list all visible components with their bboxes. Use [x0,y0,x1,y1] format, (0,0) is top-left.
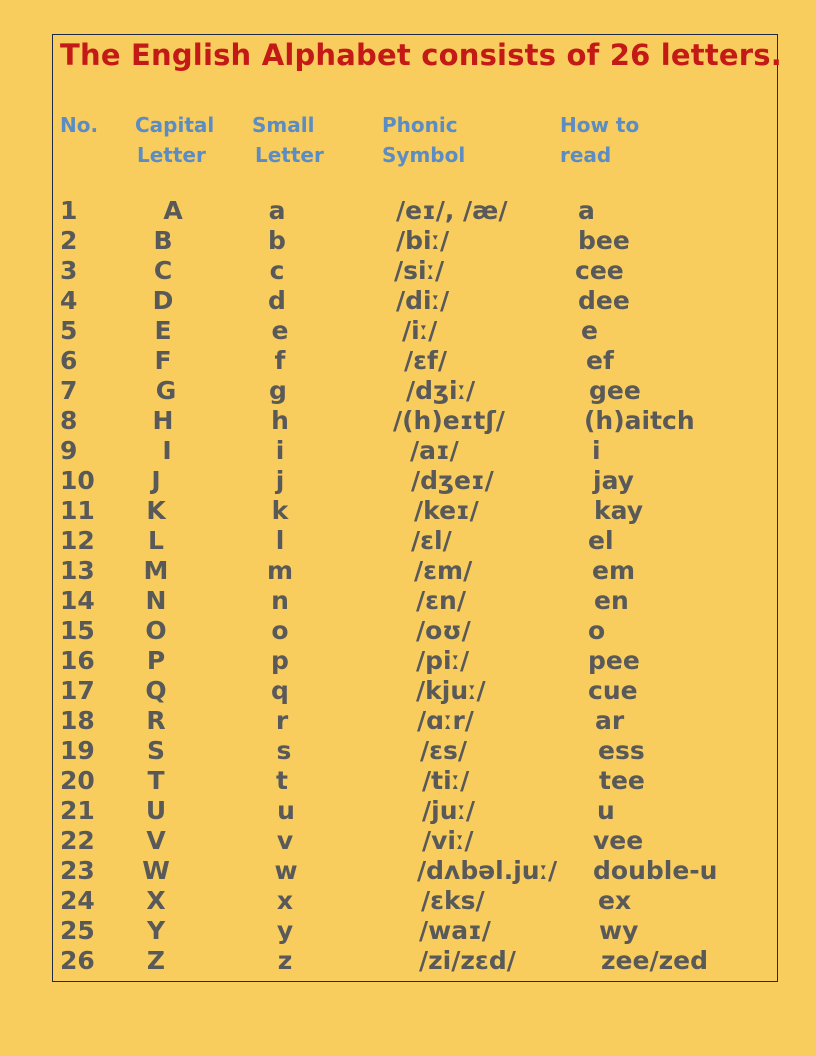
how-to-read: i [592,436,601,465]
small-letter: f [274,346,286,375]
capital-letter: J [151,466,161,495]
phonic-symbol: /(h)eɪtʃ/ [393,406,505,435]
how-to-read: jay [593,466,634,495]
how-to-read: zee/zed [601,946,708,975]
how-to-read: o [588,616,606,645]
table-row [0,196,816,226]
capital-letter: O [145,616,167,645]
small-letter: s [276,736,292,765]
row-number: 2 [60,226,78,255]
small-letter: y [276,916,294,945]
small-letter: n [271,586,289,615]
small-letter: j [275,466,285,495]
capital-letter: G [155,376,177,405]
how-to-read: en [594,586,629,615]
row-number: 1 [60,196,78,225]
capital-letter: Q [145,676,167,705]
row-number: 10 [60,466,95,495]
capital-letter: V [146,826,166,855]
small-letter: a [268,196,286,225]
header-phonic [382,110,465,170]
phonic-symbol: /iː/ [402,316,438,345]
phonic-symbol: /kjuː/ [416,676,486,705]
table-row [0,586,816,616]
how-to-read: wy [599,916,639,945]
capital-letter: K [146,496,166,525]
small-letter: b [268,226,286,255]
row-number: 21 [60,796,95,825]
how-to-read: em [592,556,636,585]
row-number: 5 [60,316,78,345]
how-to-read: e [581,316,598,345]
how-to-read: cee [575,256,624,285]
row-number: 8 [60,406,78,435]
capital-letter: Z [146,946,166,975]
capital-letter: X [146,886,166,915]
table-row [0,616,816,646]
table-row [0,796,816,826]
table-row [0,736,816,766]
table-row [0,256,816,286]
small-letter: d [268,286,286,315]
header-phonic-line2: Symbol [382,143,466,167]
phonic-symbol: /ɛl/ [411,526,452,555]
table-row [0,526,816,556]
row-number: 26 [60,946,95,975]
capital-letter: B [153,226,173,255]
row-number: 22 [60,826,95,855]
small-letter: m [266,556,294,585]
how-to-read: a [578,196,595,225]
how-to-read: el [588,526,614,555]
capital-letter: E [154,316,172,345]
how-to-read: vee [593,826,644,855]
header-read-line1: How to [560,113,640,137]
capital-letter: W [142,856,170,885]
phonic-symbol: /diː/ [396,286,450,315]
phonic-symbol: /tiː/ [422,766,470,795]
row-number: 11 [60,496,95,525]
table-row [0,676,816,706]
row-number: 14 [60,586,95,615]
table-row [0,886,816,916]
small-letter: z [277,946,293,975]
small-letter: l [275,526,285,555]
small-letter: i [275,436,285,465]
table-row [0,286,816,316]
header-phonic-line1: Phonic [382,113,458,137]
row-number: 24 [60,886,95,915]
phonic-symbol: /dʒiː/ [406,376,476,405]
small-letter: q [271,676,289,705]
phonic-symbol: /waɪ/ [419,916,491,945]
row-number: 9 [60,436,78,465]
small-letter: v [276,826,294,855]
table-row [0,916,816,946]
row-number: 16 [60,646,95,675]
table-row [0,436,816,466]
table-row [0,946,816,976]
phonic-symbol: /ɛf/ [404,346,448,375]
phonic-symbol: /ɛm/ [414,556,473,585]
how-to-read: gee [589,376,641,405]
row-number: 17 [60,676,95,705]
row-number: 12 [60,526,95,555]
small-letter: w [274,856,298,885]
page-title: The English Alphabet consists of 26 letters. [60,38,782,72]
small-letter: e [271,316,289,345]
phonic-symbol: /oʊ/ [416,616,471,645]
how-to-read: u [597,796,615,825]
how-to-read: ex [598,886,632,915]
table-row [0,226,816,256]
header-capital-line1: Capital [135,113,215,137]
row-number: 25 [60,916,95,945]
table-row [0,766,816,796]
how-to-read: pee [588,646,640,675]
phonic-symbol: /juː/ [422,796,476,825]
phonic-symbol: /biː/ [396,226,450,255]
row-number: 15 [60,616,95,645]
how-to-read: tee [599,766,645,795]
table-row [0,856,816,886]
row-number: 7 [60,376,78,405]
header-read-line2: read [560,143,612,167]
phonic-symbol: /zi/zɛd/ [419,946,516,975]
small-letter: o [271,616,289,645]
capital-letter: I [162,436,172,465]
how-to-read: ar [595,706,625,735]
capital-letter: D [152,286,174,315]
row-number: 23 [60,856,95,885]
row-number: 4 [60,286,78,315]
row-number: 19 [60,736,95,765]
phonic-symbol: /aɪ/ [410,436,459,465]
small-letter: h [271,406,289,435]
capital-letter: N [145,586,167,615]
small-letter: p [271,646,289,675]
how-to-read: kay [594,496,644,525]
small-letter: c [269,256,285,285]
how-to-read: cue [588,676,638,705]
small-letter: k [271,496,289,525]
capital-letter: S [146,736,165,765]
capital-letter: H [152,406,174,435]
phonic-symbol: /piː/ [416,646,470,675]
table-row [0,556,816,586]
phonic-symbol: /ɛn/ [416,586,466,615]
capital-letter: Y [146,916,166,945]
table-row [0,316,816,346]
how-to-read: ess [598,736,645,765]
header-small [252,110,324,170]
phonic-symbol: /eɪ/, /æ/ [396,196,508,225]
header-no [60,110,98,140]
row-number: 3 [60,256,78,285]
table-row [0,496,816,526]
table-row [0,466,816,496]
capital-letter: L [148,526,164,555]
phonic-symbol: /dʌbəl.juː/ [417,856,558,885]
row-number: 20 [60,766,95,795]
header-read [560,110,639,170]
table-row [0,706,816,736]
phonic-symbol: /ɛks/ [421,886,485,915]
table-row [0,346,816,376]
phonic-symbol: /ɑːr/ [417,706,474,735]
phonic-symbol: /keɪ/ [414,496,479,525]
row-number: 6 [60,346,78,375]
table-row [0,646,816,676]
capital-letter: C [153,256,173,285]
table-row [0,406,816,436]
header-small-line1: Small [252,113,315,137]
capital-letter: P [146,646,166,675]
header-capital [135,110,214,170]
capital-letter: F [154,346,172,375]
small-letter: t [276,766,288,795]
table-row [0,376,816,406]
phonic-symbol: /viː/ [422,826,474,855]
capital-letter: T [147,766,165,795]
how-to-read: bee [578,226,630,255]
capital-letter: R [146,706,166,735]
capital-letter: U [145,796,167,825]
phonic-symbol: /ɛs/ [420,736,468,765]
capital-letter: A [163,196,183,225]
table-row [0,826,816,856]
capital-letter: M [143,556,169,585]
header-small-line2: Letter [255,143,324,167]
small-letter: x [276,886,294,915]
small-letter: r [275,706,289,735]
phonic-symbol: /dʒeɪ/ [411,466,494,495]
how-to-read: double-u [593,856,718,885]
small-letter: u [277,796,295,825]
how-to-read: ef [586,346,614,375]
small-letter: g [269,376,287,405]
how-to-read: dee [578,286,630,315]
header-no-label: No. [60,113,99,137]
phonic-symbol: /siː/ [394,256,445,285]
header-capital-line2: Letter [137,143,206,167]
how-to-read: (h)aitch [584,406,695,435]
row-number: 13 [60,556,95,585]
row-number: 18 [60,706,95,735]
